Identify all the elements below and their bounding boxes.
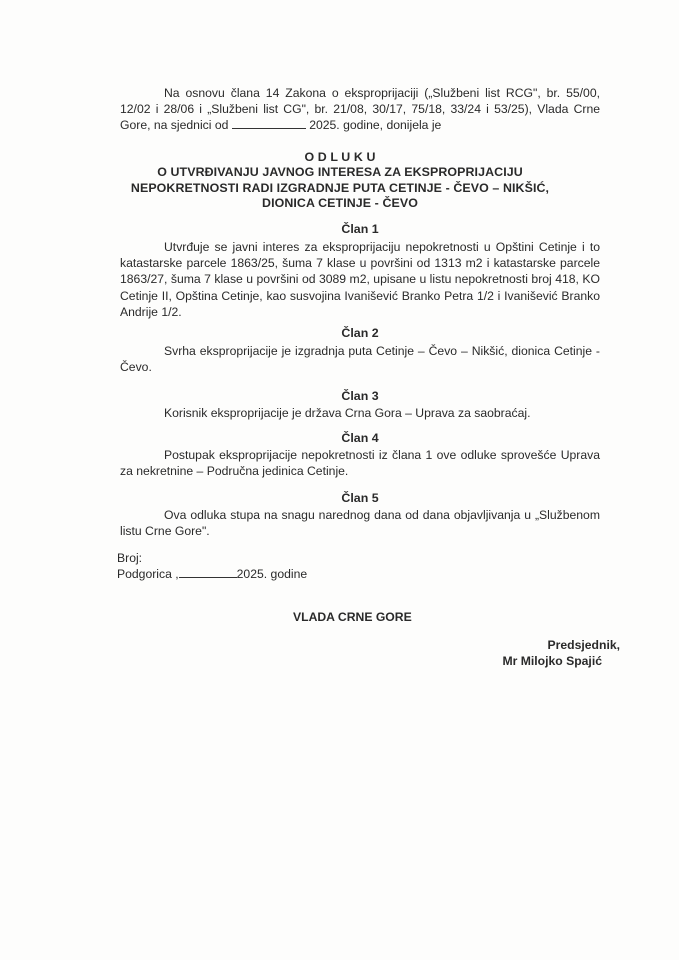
article-5-title: Član 5 xyxy=(341,491,379,505)
decision-word: O D L U K U xyxy=(304,150,376,164)
preamble-paragraph xyxy=(120,85,600,134)
preamble-text-part1: Na osnovu člana 14 Zakona o eksproprijaciji („Službeni list RCG", br. 55/00, 12/02 i 28/06 i „Službeni list CG", br. 21/08, 30/17, 75/18, 33/24 i 53/25), Vlada Crne Gore, na sjednici od xyxy=(120,86,600,133)
article-3-text: Korisnik eksproprijacije je država Crna Gora – Uprava za saobraćaj. xyxy=(164,406,531,420)
decision-title-line-1: O UTVRĐIVANJU JAVNOG INTERESA ZA EKSPROPRIJACIJU xyxy=(157,165,523,180)
article-5-text: Ova odluka stupa na snagu narednog dana od dana objavljivanja u „Službenom listu Crne Gore". xyxy=(120,508,600,539)
place-text: Podgorica , xyxy=(117,567,179,581)
decision-title-line-2: NEPOKRETNOSTI RADI IZGRADNJE PUTA CETINJE - ČEVO – NIKŠIĆ, xyxy=(130,180,550,195)
footer-date-blank-line xyxy=(179,567,237,578)
decision-heading xyxy=(120,150,560,212)
government-name: VLADA CRNE GORE xyxy=(293,610,412,624)
place-date-line xyxy=(117,566,307,582)
article-1-text: Utvrđuje se javni interes za eksproprijaciju nepokretnosti u Opštini Cetinje i to katastarske parcele 1863/25, šuma 7 klase u površini od 1313 m2 i katastarske parcele 1863/27, šuma 7 klase u površini od 3089 m2, upisane u listu nepokretnosti broj 418, KO Cetinje II, Opština Cetinje, kao susvojina Ivanišević Branko Petra 1/2 i Ivanišević Branko Andrije 1/2. xyxy=(120,240,600,319)
article-4-title: Član 4 xyxy=(341,431,379,445)
number-label: Broj: xyxy=(117,551,143,565)
article-4-text: Postupak eksproprijacije nepokretnosti iz člana 1 ove odluke sprovešće Uprava za nekretnine – Područna jedinica Cetinje. xyxy=(120,448,600,479)
preamble-text-part2: 2025. godine, donijela je xyxy=(309,118,442,133)
article-2-text: Svrha eksproprijacije je izgradnja puta Cetinje – Čevo – Nikšić, dionica Cetinje - Čevo. xyxy=(120,344,600,375)
article-3-title: Član 3 xyxy=(341,389,379,403)
signer-title: Predsjednik, xyxy=(547,638,620,652)
article-2-title: Član 2 xyxy=(341,326,379,340)
date-blank-line xyxy=(232,118,306,129)
signer-name: Mr Milojko Spajić xyxy=(502,654,602,668)
article-1-title: Član 1 xyxy=(341,222,379,236)
footer-date-suffix: 2025. godine xyxy=(236,567,308,581)
decision-title-line-3: DIONICA CETINJE - ČEVO xyxy=(262,196,418,211)
